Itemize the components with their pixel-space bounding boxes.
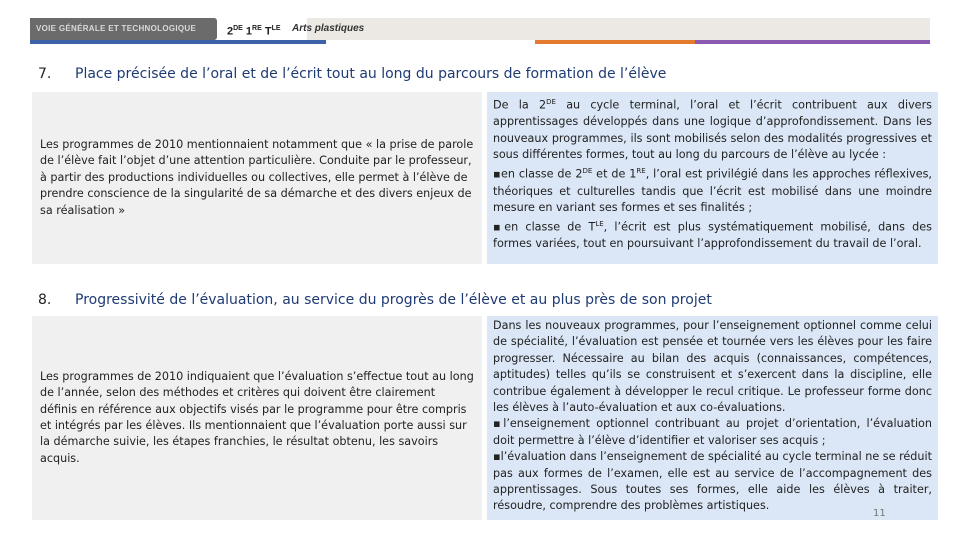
subject-label: Arts plastiques: [292, 23, 365, 34]
section-7-right-para: [493, 94, 932, 163]
level-1-sup: RE: [252, 25, 262, 32]
section-8-number: 8.: [38, 292, 52, 308]
s7-b2-b: , l’écrit est plus systématiquement mobilisé, dans des formes variées, tout en poursuivant l’approfondissement du travail de l’oral.: [493, 221, 932, 251]
section-7-right-bullet-2: [493, 216, 932, 253]
track-label: VOIE GÉNÉRALE ET TECHNOLOGIQUE: [30, 18, 215, 40]
section-8-right-para: Dans les nouveaux programmes, pour l’enseignement optionnel comme celui de spécialité, l’évaluation est pensée et tournée vers les élèves pour les faire progresser. Nécessaire au bilan des acquis (connaissances, compétences, aptitudes) telles qu’ils se construisent et s’exercent dans la discipline, elle contribue également à développer le recul critique. Le professeur forme donc les élèves à l’auto-évaluation et aux co-évaluations.: [493, 319, 932, 415]
page-number: 11: [873, 508, 886, 519]
section-7-left-text-content: Les programmes de 2010 mentionnaient notamment que « la prise de parole de l’élève fait l’objet d’une attention particulière. Conduite par le professeur, à partir des productions individuelles ou collectives, elle permet à l’élève de prendre conscience de la singularité de sa démarche et des divers enjeux de sa réalisation »: [40, 137, 474, 217]
section-7-title: Place précisée de l’oral et de l’écrit tout au long du parcours de formation de l’élève: [75, 66, 667, 82]
s7-b1-b: et de 1: [592, 168, 637, 182]
s7-b1-c: , l’oral est privilégié dans les approches réflexives, théoriques et culturelles tandis que l’écrit est mobilisé dans une moindre mesure en variant ses formes et ses finalités ;: [493, 168, 932, 214]
section-7-left-text: [40, 137, 474, 219]
level-2: 2: [227, 25, 234, 38]
section-7-left-box: [32, 92, 482, 264]
section-8-left-text: Les programmes de 2010 indiquaient que l’évaluation s’effectue tout au long de l’année, selon des méthodes et critères qui doivent être clairement définis en référence aux objectifs visés par le programme pour être compris et intégrés par les élèves. Ils mentionnaient que l’évaluation porte aussi sur la démarche suivie, les étapes franchies, le résultat obtenu, les savoirs acquis.: [40, 369, 474, 465]
levels-arrow: [282, 18, 292, 40]
section-7-right-box: [487, 92, 938, 264]
s7-p1-b: au cycle terminal, l’oral et l’écrit contribuent aux divers apprentissages développés dans une logique d’approfondissement. Dans les nouveaux programmes, ils sont mobilisés selon des modalités progressives et sous différentes formes, tout au long du parcours de l’élève au lycée :: [493, 98, 932, 161]
section-8-right-bullet-1: ▪l’enseignement optionnel contribuant au projet d’orientation, l’évaluation doit permettre à l’élève d’identifier et valoriser ses acquis ;: [493, 417, 932, 447]
section-8-left-box: [32, 316, 482, 520]
level-1: 1: [245, 25, 253, 38]
level-2-sup: DE: [233, 25, 243, 32]
s7-b2-sup: LE: [595, 220, 604, 229]
s7-b2-a: ▪en classe de T: [493, 221, 596, 235]
s7-b1-a: ▪en classe de 2: [493, 168, 583, 182]
section-7-right-bullet-1: [493, 163, 932, 216]
section-8-heading: [38, 292, 712, 308]
s7-p1-sup: DE: [546, 98, 556, 106]
s7-b1-sup2: RE: [636, 167, 646, 176]
section-7-heading: [38, 66, 666, 82]
section-8-right-bullet-2: ▪l’évaluation dans l’enseignement de spécialité au cycle terminal ne se réduit pas aux formes de l’examen, elle est au service de l’accompagnement des apprentissages. Sous toutes ses formes, elle aide les élèves à traiter, résoudre, comprendre des problèmes artistiques.: [493, 450, 932, 513]
section-8-right-box: [487, 316, 938, 520]
section-8-title: Progressivité de l’évaluation, au service du progrès de l’élève et au plus près de son projet: [75, 292, 712, 308]
s7-p1-a: De la 2: [493, 98, 547, 112]
header-band: [30, 18, 930, 42]
strip-blue: [30, 40, 326, 44]
s7-b1-sup1: DE: [582, 167, 593, 176]
strip-orange: [535, 40, 695, 44]
section-7-number: 7.: [38, 66, 52, 82]
level-t: T: [264, 25, 272, 38]
level-t-sup: LE: [271, 25, 281, 32]
strip-purple: [695, 40, 930, 44]
